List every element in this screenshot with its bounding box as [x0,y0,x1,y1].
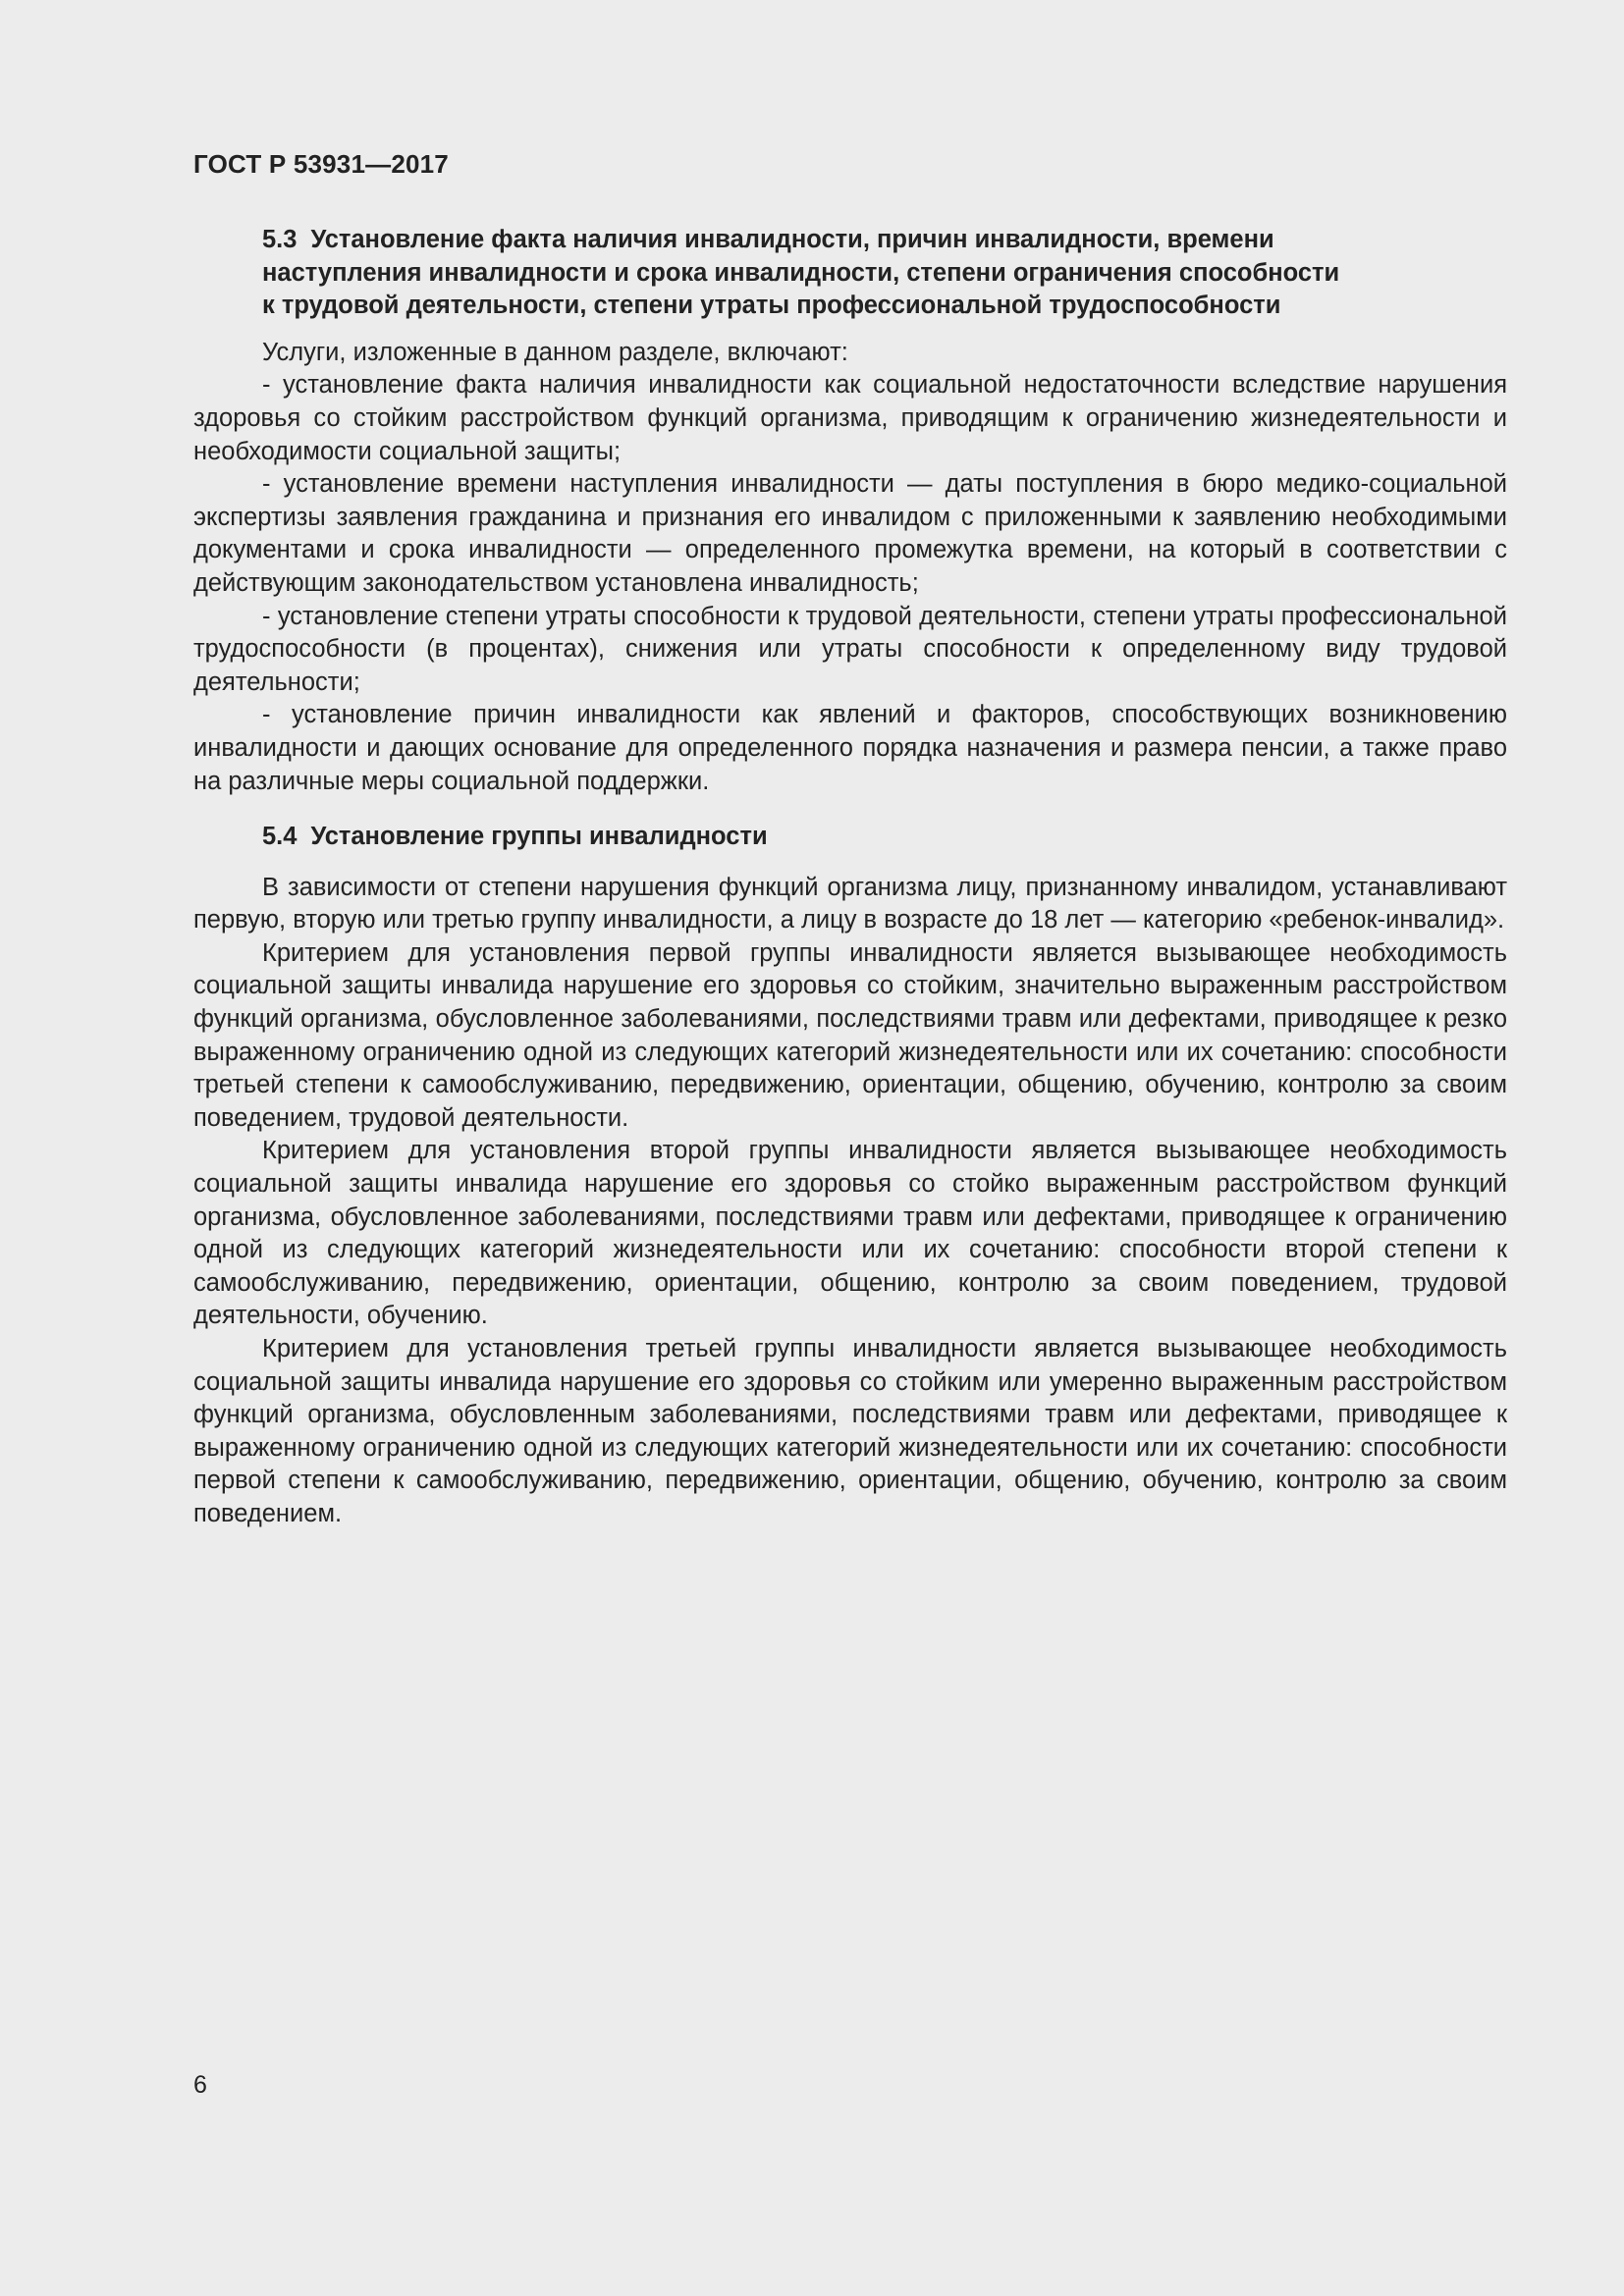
section-5-3-heading [262,224,1507,323]
section-5-4-paragraph: В зависимости от степени нарушения функций организма лицу, признанному инвалидом, устанавливают первую, вторую или третью группу инвалидности, а лицу в возрасте до 18 лет — категорию «ребенок-инвалид». [193,873,1507,934]
section-5-3-list-item: - установление причин инвалидности как явлений и факторов, способствующих возникновению инвалидности и дающих основание для определенного порядка назначения и размера пенсии, а также право на различные меры социальной поддержки. [193,701,1507,795]
document-code-header: ГОСТ Р 53931—2017 [193,149,449,179]
section-5-4-paragraph: Критерием для установления второй группы инвалидности является вызывающее необходимость социальной защиты инвалида нарушение его здоровья со стойко выраженным расстройством функций организма, обусловленное заболеваниями, последствиями травм или дефектами, приводящее к ограничению одной из следующих категорий жизнедеятельности или их сочетанию: способности второй степени к самообслуживанию, передвижению, ориентации, общению, контролю за своим поведением, трудовой деятельности, обучению. [193,1137,1507,1330]
section-5-4-paragraph: Критерием для установления третьей группы инвалидности является вызывающее необходимость социальной защиты инвалида нарушение его здоровья со стойким или умеренно выраженным расстройством функций организма, обусловленным заболеваниями, последствиями травм или дефектами, приводящее к выраженному ограничению одной из следующих категорий жизнедеятельности или их сочетанию: способности первой степени к самообслуживанию, передвижению, ориентации, общению, обучению, контролю за своим поведением. [193,1335,1507,1527]
section-5-3-heading-line-1 [262,224,1507,257]
section-5-3-title-line-1: Установление факта наличия инвалидности, причин инвалидности, времени [310,226,1274,253]
page-number: 6 [193,2071,207,2099]
page-content [193,224,1507,1531]
section-5-4-paragraph: Критерием для установления первой группы инвалидности является вызывающее необходимость социальной защиты инвалида нарушение его здоровья со стойким, значительно выраженным расстройством функций организма, обусловленное заболеваниями, последствиями травм или дефектами, приводящее к резко выраженному ограничению одной из следующих категорий жизнедеятельности или их сочетанию: способности третьей степени к самообслуживанию, передвижению, ориентации, общению, обучению, контролю за своим поведением, трудовой деятельности. [193,938,1507,1132]
section-5-4-number: 5.4 [262,823,298,851]
section-5-3-intro-paragraph: Услуги, изложенные в данном разделе, включают: [262,338,848,366]
section-5-3-list-item: - установление времени наступления инвалидности — даты поступления в бюро медико-социальной экспертизы заявления гражданина и признания его инвалидом с приложенными к заявлению необходимыми документами и срока инвалидности — определенного промежутка времени, на который в соответствии с действующим законодательством установлена инвалидность; [193,470,1507,597]
section-5-3-title-line-3: к трудовой деятельности, степени утраты профессиональной трудоспособности [262,292,1281,320]
section-5-4-heading [262,821,1507,854]
section-5-3-title-line-2: наступления инвалидности и срока инвалидности, степени ограничения способности [262,258,1340,287]
section-5-3-list-item: - установление степени утраты способности к трудовой деятельности, степени утраты профессиональной трудоспособности (в процентах), снижения или утраты способности к определенному виду трудовой деятельности; [193,602,1507,696]
section-5-4-title: Установление группы инвалидности [310,823,768,851]
section-5-3-list-item: - установление факта наличия инвалидности как социальной недостаточности вследствие нарушения здоровья со стойким расстройством функций организма, приводящим к ограничению жизнедеятельности и необходимости социальной защиты; [193,371,1507,465]
section-5-3-number: 5.3 [262,226,298,253]
